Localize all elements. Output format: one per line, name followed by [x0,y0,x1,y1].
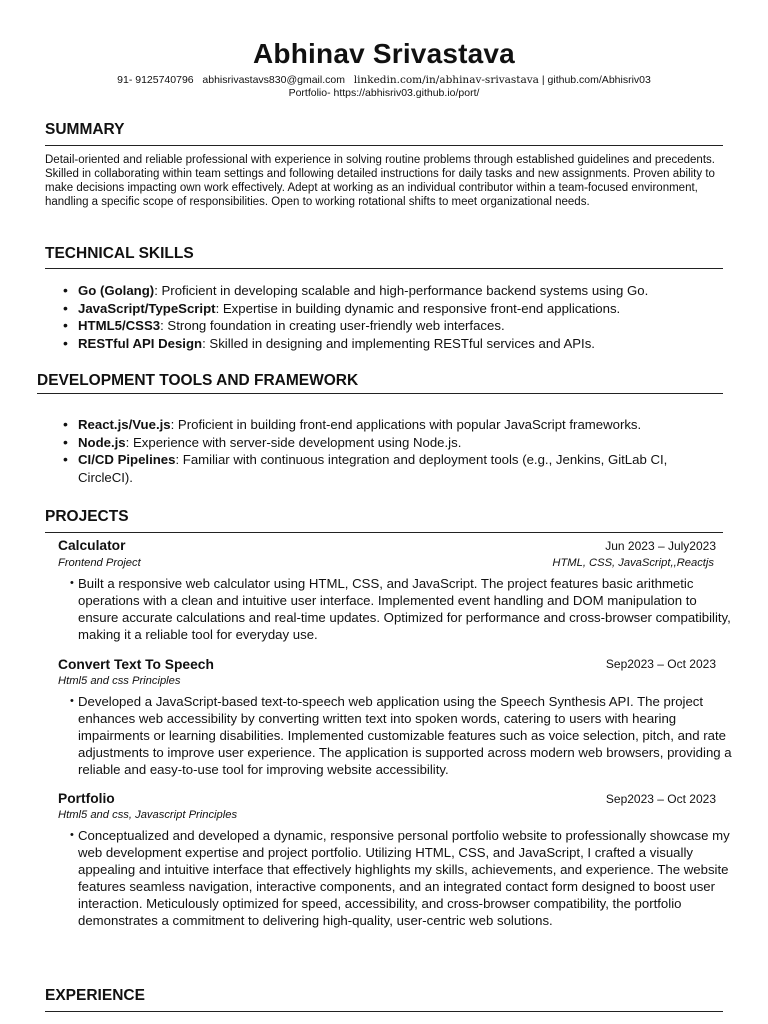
phone-number: 91- 9125740796 [117,74,194,86]
contact-separator: | [541,74,545,86]
experience-divider [45,1011,723,1012]
list-item [58,335,718,353]
bullet-marker: • [70,695,74,707]
skill-label: JavaScript/TypeScript [78,300,216,316]
dev-tools-divider [37,393,723,394]
candidate-name: Abhinav Srivastava [253,38,515,69]
experience-heading: EXPERIENCE [45,987,145,1004]
linkedin-link[interactable]: linkedin.com/in/abhinav-srivastava [353,74,539,86]
summary-text: Detail-oriented and reliable professional with experience in solving routine problems through established guidelines and precedents. Skilled in collaborating within team settings and following detailed instructions for daily tasks and new assignments. Proven ability to make decisions impacting own work effectively. Adept at working as an individual contributor within a team-focused environment, handling a specific scope of responsibilities. Open to working rotational shifts to meet organizational needs. [45,154,715,208]
technical-skills-list [58,282,718,352]
skill-text: : Expertise in building dynamic and responsive front-end applications. [215,300,621,316]
bullet-marker: • [70,829,74,841]
project-description-text: Developed a JavaScript-based text-to-speech web application using the Speech Synthesis API. The project enhances web accessibility by converting written text into spoken words, catering to users with hearing impairments or learning disabilities. Implemented customizable features such as voice selection, pitch, and rate adjustments to improve user experience. The application is supported across modern web browsers, providing a reliable and easy-to-use tool for improving website accessibility. [78,694,732,777]
skill-label: Go (Golang) [78,283,155,298]
project-title-text-to-speech: Convert Text To Speech [58,657,214,672]
skill-text: : Skilled in designing and implementing RESTful services and APIs. [202,335,595,351]
summary-heading: SUMMARY [45,121,125,138]
projects-heading: PROJECTS [45,508,129,525]
list-item [58,300,718,318]
project-title-portfolio: Portfolio [58,791,115,806]
contact-line [0,74,768,87]
project-tech: HTML, CSS, JavaScript,,Reactjs [552,557,714,569]
tool-text: : Familiar with continuous integration and deployment tools (e.g., Jenkins, GitLab CI, CircleCI). [78,452,668,485]
list-item [58,416,718,434]
technical-skills-divider [45,268,723,269]
technical-skills-heading: TECHNICAL SKILLS [45,245,194,262]
tool-label: React.js/Vue.js [78,417,171,432]
tool-text: : Experience with server-side development using Node.js. [125,434,462,450]
project-description-text: Built a responsive web calculator using HTML, CSS, and JavaScript. The project features basic arithmetic operations with a clean and intuitive user interface. Implemented event handling and DOM manipulation to ensure accurate calculations and real-time updates. Optimized for performance and cross-browser compatibility, making it a reliable tool for everyday use. [78,576,731,642]
skill-label: HTML5/CSS3 [78,318,161,334]
tool-label: Node.js [78,434,126,450]
summary-divider [45,145,723,146]
skill-text: : Strong foundation in creating user-friendly web interfaces. [160,318,505,334]
list-item [58,434,718,452]
tool-label: CI/CD Pipelines [78,452,176,468]
project-date: Sep2023 – Oct 2023 [605,657,716,671]
portfolio-link[interactable]: Portfolio- https://abhisriv03.github.io/port/ [288,87,480,99]
list-item [58,282,718,300]
project-description-text: Conceptualized and developed a dynamic, responsive personal portfolio website to professionally showcase my web development expertise and project portfolio. Utilizing HTML, CSS, and JavaScript, I crafted a visually appealing and intuitive interface that effectively highlights my skills, achievements, and experience. The website features seamless navigation, interactive components, and an integrated contact form designed to boost user interaction. Meticulously optimized for speed, accessibility, and cross-browser compatibility, the portfolio demonstrates a commitment to delivering high-quality, user-centric web solutions. [78,828,730,928]
skill-label: RESTful API Design [78,335,203,351]
project-title-calculator: Calculator [58,538,126,553]
bullet-marker: • [70,577,74,589]
project-date: Jun 2023 – July2023 [605,539,716,553]
project-subtitle: Html5 and css Principles [58,675,181,687]
project-description [70,575,732,643]
project-description [70,827,732,929]
list-item [58,317,718,335]
projects-divider [45,532,723,533]
skill-text: : Proficient in developing scalable and high-performance backend systems using Go. [154,283,649,298]
email-address[interactable]: abhisrivastavs830@gmail.com [202,74,345,86]
tool-text: : Proficient in building front-end applications with popular JavaScript frameworks. [170,417,642,432]
github-link[interactable]: github.com/Abhisriv03 [547,74,651,86]
project-description [70,693,732,778]
project-subtitle: Html5 and css, Javascript Principles [58,809,238,821]
dev-tools-heading: DEVELOPMENT TOOLS AND FRAMEWORK [37,372,359,389]
project-subtitle: Frontend Project [58,557,141,569]
project-date: Sep2023 – Oct 2023 [605,792,716,806]
dev-tools-list [58,416,718,486]
list-item [58,451,718,486]
